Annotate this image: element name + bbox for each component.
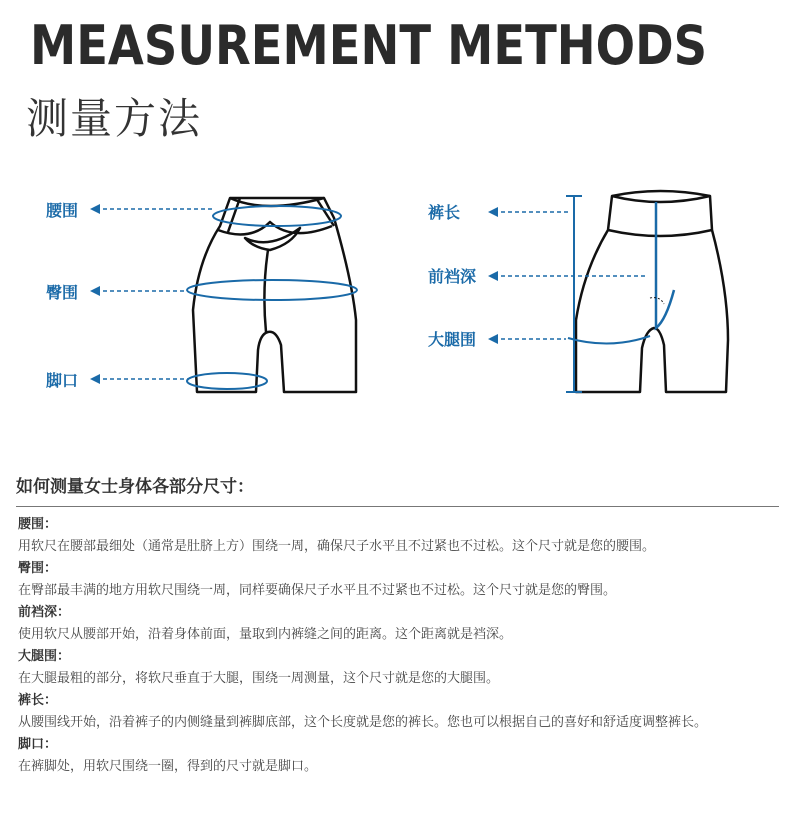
- item-title: 前裆深：: [18, 605, 71, 620]
- item-title: 脚口：: [18, 737, 58, 752]
- measurement-diagram: [0, 170, 790, 410]
- item-text: 在裤脚处，用软尺围绕一圈，得到的尺寸就是脚口。: [18, 759, 318, 774]
- item-title: 臀围：: [18, 561, 58, 576]
- page-title: MEASUREMENT METHODS: [30, 14, 708, 77]
- label-waist: 腰围: [46, 201, 79, 220]
- label-leg-opening: 脚口: [46, 371, 79, 390]
- item-text: 使用软尺从腰部开始，沿着身体前面，量取到内裤缝之间的距离。这个距离就是裆深。: [18, 627, 513, 642]
- instruction-item-waist: [18, 514, 783, 558]
- label-front-rise: 前裆深: [428, 267, 477, 286]
- item-title: 裤长：: [18, 693, 58, 708]
- item-text: 在臀部最丰满的地方用软尺围绕一周，同样要确保尺子水平且不过紧也不过松。这个尺寸就是您的臀围。: [18, 583, 617, 598]
- thigh-tape: [568, 336, 650, 344]
- item-text: 从腰围线开始，沿着裤子的内侧缝量到裤脚底部，这个长度就是您的裤长。您也可以根据自己的喜好和舒适度调整裤长。: [18, 715, 708, 730]
- section-heading: 如何测量女士身体各部分尺寸：: [16, 477, 254, 497]
- item-title: 腰围：: [18, 517, 58, 532]
- length-bracket: [566, 196, 582, 392]
- label-hip: 臀围: [46, 283, 79, 302]
- instruction-item-thigh: [18, 646, 783, 690]
- front-rise-line: [656, 202, 674, 328]
- instructions-list: [18, 514, 783, 778]
- item-text: 在大腿最粗的部分，将软尺垂直于大腿，围绕一周测量，这个尺寸就是您的大腿围。: [18, 671, 500, 686]
- shorts-front-outline: [193, 198, 356, 392]
- item-text: 用软尺在腰部最细处（通常是肚脐上方）围绕一周，确保尺子水平且不过紧也不过松。这个尺寸就是您的腰围。: [18, 539, 656, 554]
- label-thigh: 大腿围: [428, 330, 477, 349]
- instruction-item-leg-opening: [18, 734, 783, 778]
- waist-tape: [213, 206, 341, 226]
- instruction-item-hip: [18, 558, 783, 602]
- page-subtitle: 测量方法: [26, 94, 203, 143]
- diagram-svg: [0, 170, 790, 410]
- shorts-side-outline: [576, 191, 728, 392]
- instruction-item-length: [18, 690, 783, 734]
- label-length: 裤长: [428, 203, 461, 222]
- hip-tape: [187, 280, 357, 300]
- divider: [16, 506, 779, 507]
- item-title: 大腿围：: [18, 649, 71, 664]
- leg-opening-tape: [187, 373, 267, 389]
- instruction-item-front-rise: [18, 602, 783, 646]
